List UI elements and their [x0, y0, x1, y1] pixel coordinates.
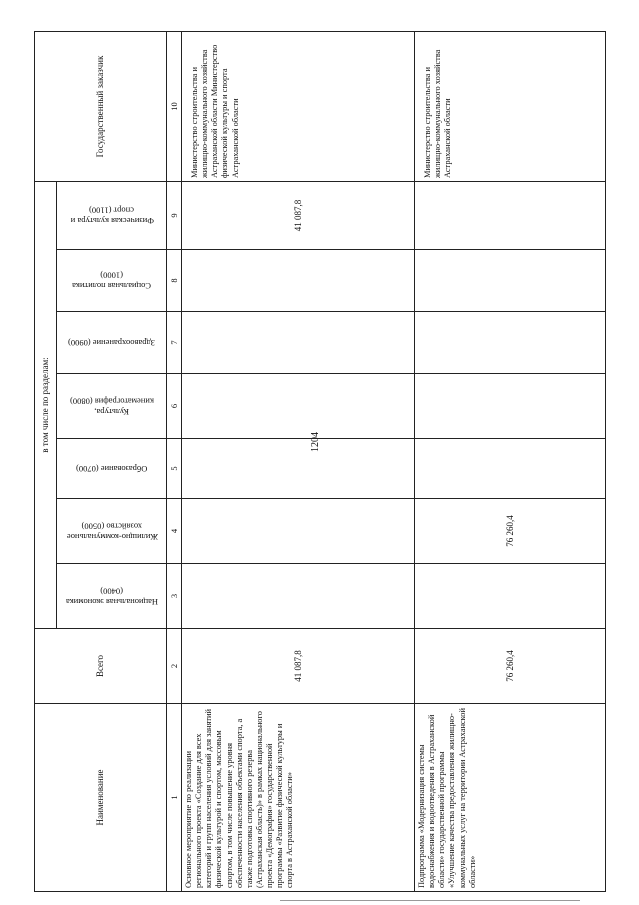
row-economy	[182, 564, 415, 629]
row-social	[415, 250, 606, 312]
row-name: Основное мероприятие по реализации регионального проекта «Создание для всех категорий и групп населения условий для занятий физической культурой и спортом, массовым спортом, в том числе повышение уровня обеспеченности населения объектами спорта, а также подготовка спортивного резерва (Астраханская область)» в рамках национального проекта «Демография» государственной программы «Развитие физической культуры и спорта в Астраханской области»	[182, 704, 415, 892]
row-customer: Министерство строительства и жилищно-коммунального хозяйства Астраханской области	[415, 32, 606, 182]
row-social	[182, 250, 415, 312]
row-economy	[415, 564, 606, 629]
row-culture	[182, 374, 415, 439]
row-sport: 41 087,8	[182, 182, 415, 250]
page-number: 1204	[310, 432, 321, 452]
header-education-cell	[57, 439, 167, 499]
header-total: Всего	[35, 629, 167, 704]
header-sections-group: в том числе по разделам:	[35, 182, 57, 629]
row-housing	[182, 499, 415, 564]
header-health: Здравоохранение (0900)	[68, 337, 155, 348]
header-name: Наименование	[35, 704, 167, 892]
row-housing: 76 260,4	[415, 499, 606, 564]
column-number: 10	[167, 32, 182, 182]
header-customer: Государственный заказчик	[35, 32, 167, 182]
header-row-group	[35, 32, 57, 892]
row-health	[415, 312, 606, 374]
header-economy: Национальная экономика (0400)	[65, 586, 158, 607]
column-number: 4	[167, 499, 182, 564]
table-row	[415, 32, 606, 892]
row-total: 76 260,4	[415, 629, 606, 704]
column-number-row	[167, 32, 182, 892]
header-social-cell	[57, 250, 167, 312]
bottom-rule	[280, 900, 580, 901]
rotated-table-container	[34, 32, 602, 892]
header-culture-cell	[57, 374, 167, 439]
row-culture	[415, 374, 606, 439]
header-economy-cell	[57, 564, 167, 629]
row-education	[182, 439, 415, 499]
column-number: 6	[167, 374, 182, 439]
header-education: Образование (0700)	[75, 463, 148, 474]
column-number: 8	[167, 250, 182, 312]
table-row	[182, 32, 415, 892]
row-customer: Министерство строительства и жилищно-коммунального хозяйства Астраханской области Министерство физической культуры и спорта Астраханской области	[182, 32, 415, 182]
header-social: Социальная политика (1000)	[72, 270, 151, 292]
row-total: 41 087,8	[182, 629, 415, 704]
column-number: 3	[167, 564, 182, 629]
column-number: 7	[167, 312, 182, 374]
header-health-cell	[57, 312, 167, 374]
header-housing-cell	[57, 499, 167, 564]
row-sport	[415, 182, 606, 250]
row-education	[415, 439, 606, 499]
header-housing: Жилищно-коммунальное хозяйство (0500)	[65, 521, 158, 542]
column-number: 9	[167, 182, 182, 250]
header-culture: Культура, кинематография (0800)	[69, 396, 154, 417]
column-number: 2	[167, 629, 182, 704]
column-number: 1	[167, 704, 182, 892]
row-health	[182, 312, 415, 374]
header-sport: Физическая культура и спорт (1100)	[69, 205, 154, 227]
budget-table	[34, 31, 606, 892]
header-sport-cell	[57, 182, 167, 250]
row-name: Подпрограмма «Модернизация системы водоснабжения и водоотведения в Астраханской области» государственной программы «Улучшение качества предоставления жилищно-коммунальных услуг на территории Астраханской области»	[415, 704, 606, 892]
column-number: 5	[167, 439, 182, 499]
